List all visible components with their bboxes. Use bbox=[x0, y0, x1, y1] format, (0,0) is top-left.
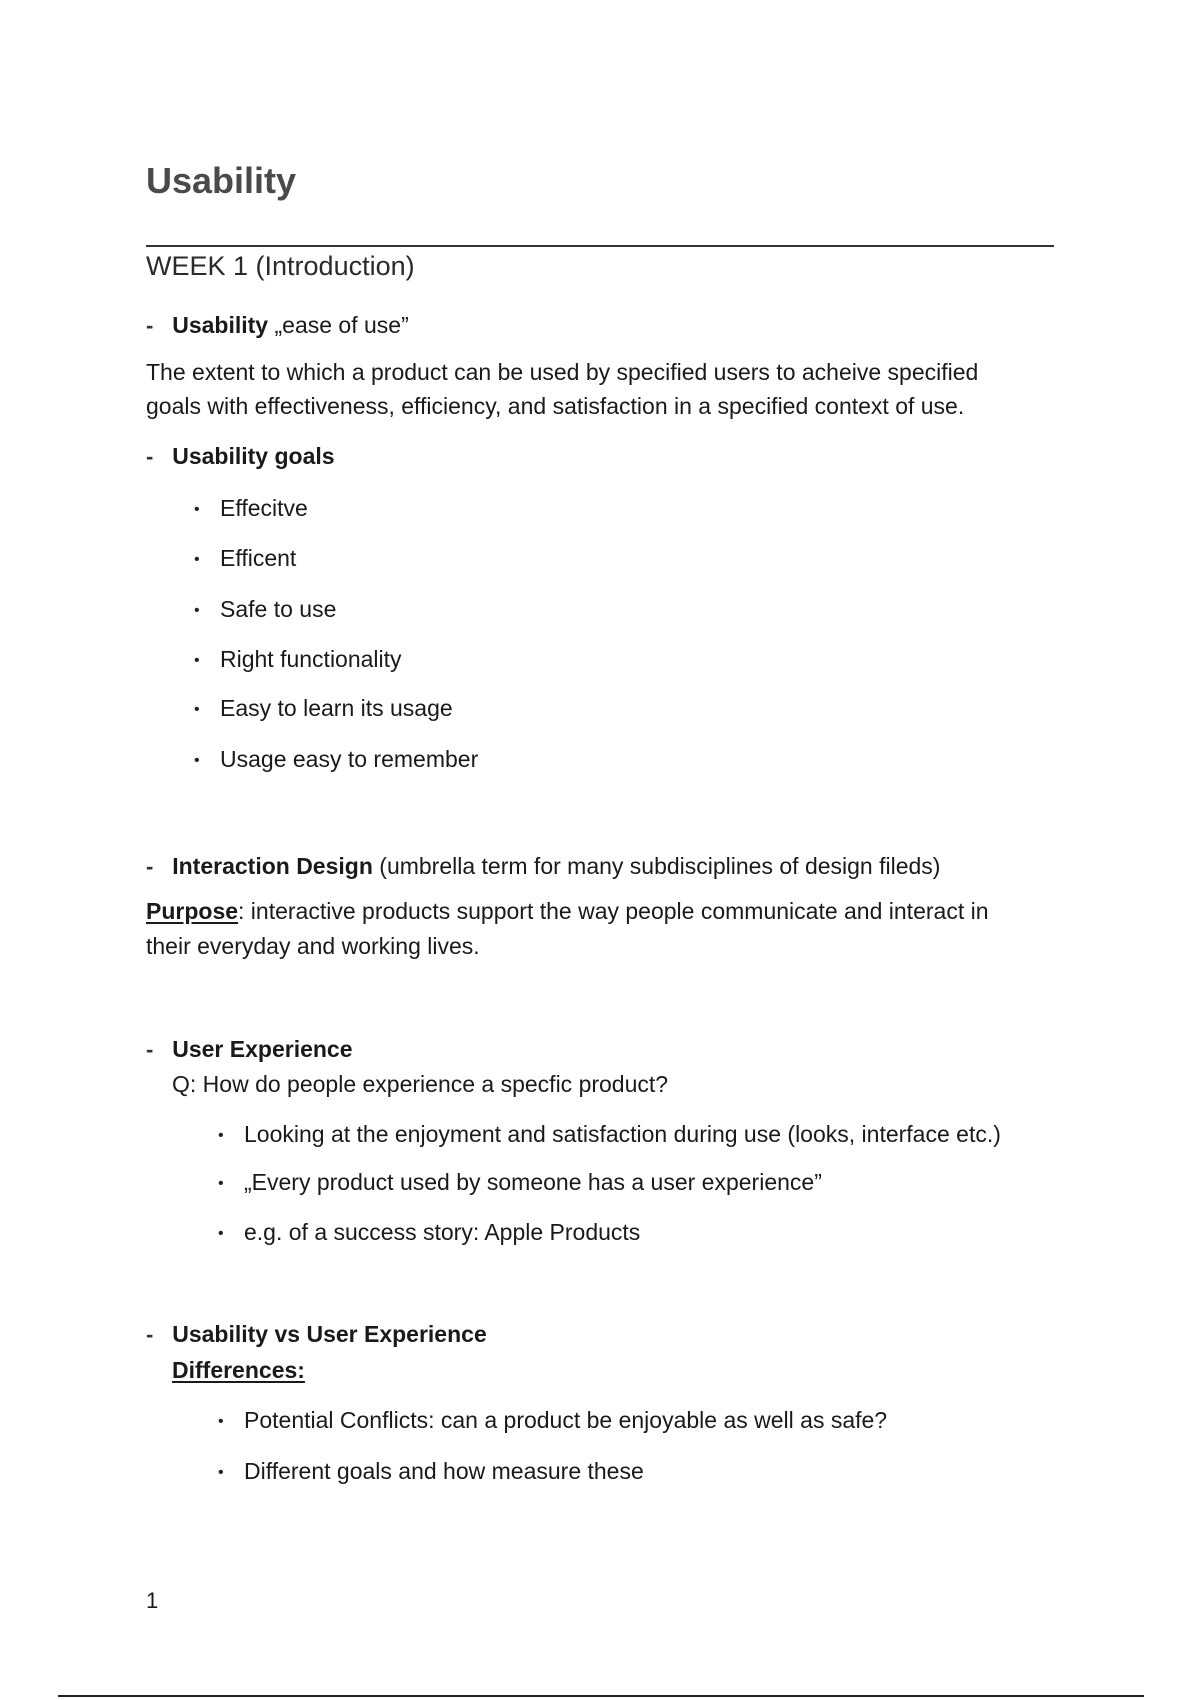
purpose-line2: their everyday and working lives. bbox=[146, 933, 480, 959]
user-experience-label: User Experience bbox=[172, 1036, 353, 1062]
list-item-text: Different goals and how measure these bbox=[244, 1458, 644, 1484]
dash-marker: - bbox=[146, 313, 154, 338]
usability-goals-heading bbox=[146, 443, 335, 470]
dash-marker: - bbox=[146, 854, 154, 879]
purpose-line1 bbox=[146, 894, 989, 928]
bullet-icon: • bbox=[194, 501, 200, 518]
purpose-label: Purpose bbox=[146, 898, 239, 924]
list-item-text: Potential Conflicts: can a product be enjoyable as well as safe? bbox=[244, 1407, 888, 1433]
page-title: Usability bbox=[146, 160, 297, 201]
bullet-icon: • bbox=[194, 652, 200, 669]
dash-marker: - bbox=[146, 444, 154, 469]
user-experience-question: Q: How do people experience a specfic product? bbox=[172, 1071, 669, 1097]
usability-vs-ux-heading bbox=[146, 1321, 487, 1348]
bullet-icon: • bbox=[194, 701, 200, 718]
bullet-icon: • bbox=[218, 1127, 224, 1144]
list-item-text: Efficent bbox=[220, 545, 297, 571]
bullet-icon: • bbox=[218, 1464, 224, 1481]
usability-vs-ux-label: Usability vs User Experience bbox=[172, 1321, 487, 1347]
interaction-design-heading bbox=[146, 849, 940, 883]
list-item-text: Effecitve bbox=[220, 495, 308, 521]
user-experience-heading bbox=[146, 1036, 353, 1063]
list-item-text: Usage easy to remember bbox=[220, 746, 479, 772]
dash-marker: - bbox=[146, 1037, 154, 1062]
interaction-design-label: Interaction Design bbox=[172, 853, 373, 879]
list-item-text: Looking at the enjoyment and satisfaction during use (looks, interface etc.) bbox=[244, 1121, 1001, 1147]
bottom-divider bbox=[58, 1695, 1144, 1697]
differences-label: Differences: bbox=[172, 1357, 305, 1383]
list-item-text: „Every product used by someone has a user experience” bbox=[244, 1169, 822, 1195]
usability-label: Usability bbox=[172, 312, 269, 338]
bullet-icon: • bbox=[218, 1225, 224, 1242]
usability-suffix: „ease of use” bbox=[268, 312, 409, 338]
bullet-icon: • bbox=[194, 752, 200, 769]
week-heading: WEEK 1 (Introduction) bbox=[146, 251, 415, 281]
interaction-design-suffix: (umbrella term for many subdisciplines of design fileds) bbox=[372, 853, 941, 879]
usability-definition-line2: goals with effectiveness, efficiency, and satisfaction in a specified context of use. bbox=[146, 393, 965, 419]
page-number: 1 bbox=[146, 1588, 159, 1613]
usability-goals-label: Usability goals bbox=[172, 443, 335, 469]
list-item-text: Right functionality bbox=[220, 646, 402, 672]
usability-heading bbox=[146, 308, 409, 342]
title-divider bbox=[146, 245, 1054, 247]
bullet-icon: • bbox=[194, 551, 200, 568]
list-item-text: e.g. of a success story: Apple Products bbox=[244, 1219, 641, 1245]
usability-definition-line1: The extent to which a product can be used by specified users to acheive specified bbox=[146, 359, 979, 385]
list-item-text: Safe to use bbox=[220, 596, 337, 622]
list-item-text: Easy to learn its usage bbox=[220, 695, 453, 721]
bullet-icon: • bbox=[218, 1413, 224, 1430]
bullet-icon: • bbox=[218, 1175, 224, 1192]
bullet-icon: • bbox=[194, 602, 200, 619]
purpose-text: : interactive products support the way people communicate and interact in bbox=[238, 898, 989, 924]
dash-marker: - bbox=[146, 1322, 154, 1347]
